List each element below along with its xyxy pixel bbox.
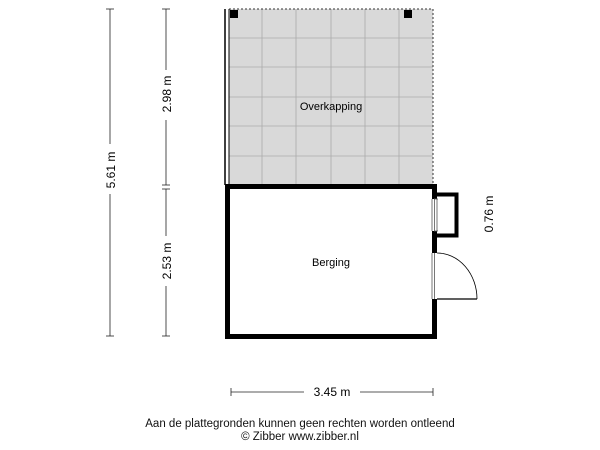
disclaimer-text: Aan de plattegronden kunnen geen rechten worden ontleend [145,418,455,430]
dimension-annex-width-label: 0.76 m [482,195,496,233]
dimension-width-label: 3.45 m [313,385,351,399]
canopy-post-right [404,10,412,18]
canopy-area [225,9,433,185]
dimension-storage-depth-label: 2.53 m [160,242,174,280]
storage-label: Berging [312,257,350,269]
dimension-total-height-label: 5.61 m [104,151,118,189]
canopy-post-left [230,10,238,18]
copyright-text: © Zibber www.zibber.nl [241,431,359,443]
canopy-label: Overkapping [299,101,363,113]
dimension-canopy-depth-label: 2.98 m [160,75,174,113]
storage-room [228,187,478,337]
door [432,253,477,299]
